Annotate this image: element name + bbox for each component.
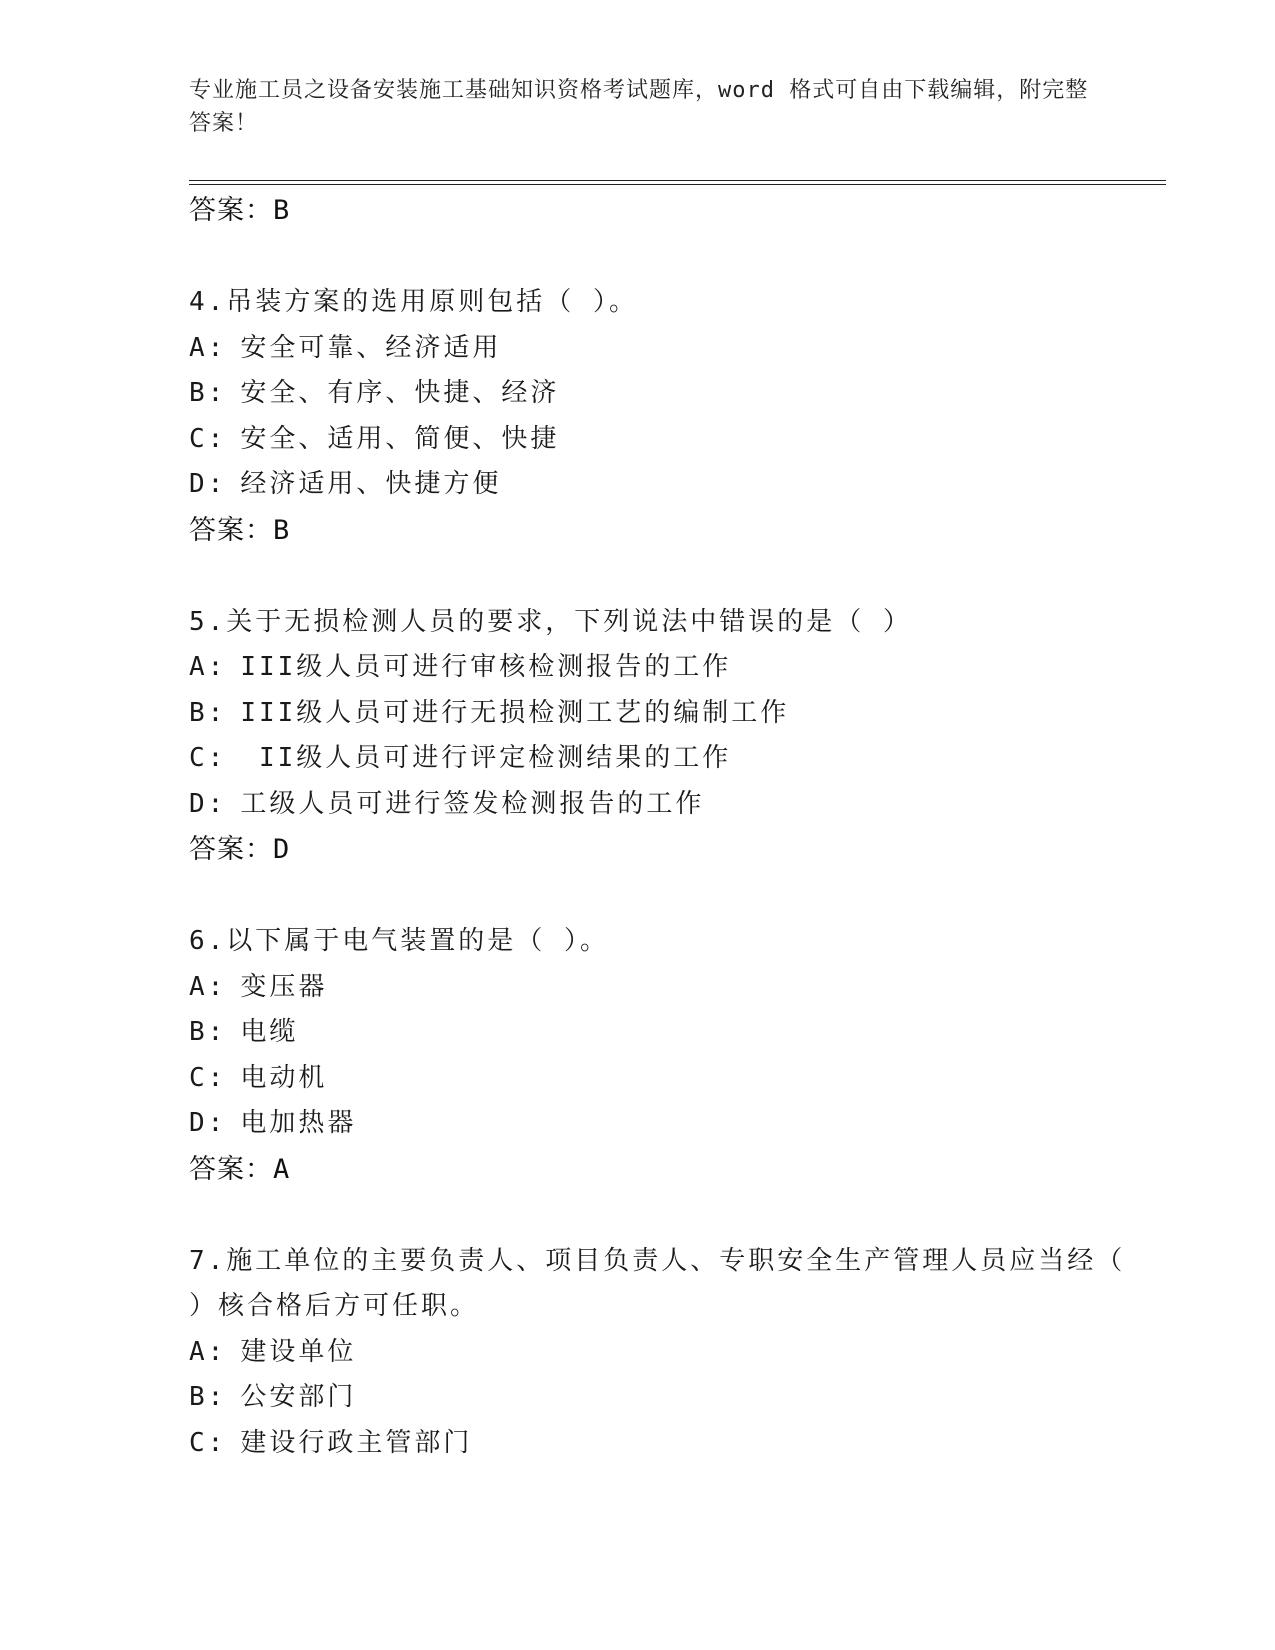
- answer-value: A: [273, 1153, 291, 1185]
- answer-label: 答案：: [189, 514, 273, 546]
- option-d: [189, 1101, 1149, 1147]
- option-a: [189, 326, 1149, 372]
- question-block: [189, 600, 1149, 874]
- spacer: [189, 873, 1149, 919]
- option-letter: A:: [189, 332, 227, 363]
- option-letter: B:: [189, 1382, 227, 1412]
- answer-label: 答案：: [189, 1153, 273, 1185]
- answer-label: 答案：: [189, 195, 273, 226]
- option-letter: A:: [189, 971, 227, 1002]
- option-text: 公安部门: [240, 1382, 357, 1412]
- option-letter: C:: [189, 743, 227, 773]
- question-block: [189, 1239, 1149, 1467]
- option-text: 经济适用、快捷方便: [240, 469, 502, 499]
- option-d: [189, 782, 1149, 828]
- option-text: 电动机: [240, 1062, 328, 1093]
- option-c: [189, 1421, 1149, 1467]
- question-block: [189, 280, 1149, 554]
- option-text: 安全、有序、快捷、经济: [240, 378, 560, 408]
- answer-line: [189, 827, 1149, 873]
- option-b: [189, 371, 1149, 417]
- option-letter: B:: [189, 378, 227, 408]
- option-text: 工级人员可进行签发检测报告的工作: [240, 788, 705, 819]
- option-text: III级人员可进行无损检测工艺的编制工作: [240, 697, 790, 728]
- answer-line: [189, 188, 1149, 234]
- option-letter: C:: [189, 1062, 227, 1093]
- option-c: [189, 417, 1149, 463]
- option-letter: A:: [189, 1336, 227, 1367]
- answer-line: [189, 508, 1149, 554]
- option-text: 电缆: [240, 1017, 299, 1047]
- option-letter: D:: [189, 1108, 227, 1138]
- question-block: [189, 919, 1149, 1193]
- answer-value: B: [273, 514, 291, 546]
- option-text: 安全、适用、简便、快捷: [240, 423, 560, 454]
- option-text: 电加热器: [240, 1108, 357, 1138]
- option-letter: C:: [189, 1427, 227, 1458]
- answer-label: 答案：: [189, 834, 273, 865]
- option-text: 建设行政主管部门: [240, 1427, 473, 1458]
- answer-value: B: [273, 195, 291, 226]
- option-letter: D:: [189, 469, 227, 499]
- header-divider: [189, 180, 1166, 181]
- option-d: [189, 462, 1149, 508]
- option-letter: C:: [189, 423, 227, 454]
- option-c: [189, 736, 1149, 782]
- answer-value: D: [273, 834, 291, 865]
- option-text: 安全可靠、经济适用: [240, 332, 502, 363]
- option-text: 建设单位: [240, 1336, 357, 1367]
- option-letter: B:: [189, 697, 227, 728]
- option-text: 变压器: [240, 971, 328, 1002]
- option-text: II级人员可进行评定检测结果的工作: [240, 743, 732, 773]
- option-letter: D:: [189, 788, 227, 819]
- option-letter: A:: [189, 652, 227, 682]
- answer-line: [189, 1147, 1149, 1193]
- question-text: 5.关于无损检测人员的要求，下列说法中错误的是（ ）: [189, 606, 912, 637]
- option-b: [189, 691, 1149, 737]
- question-text: 4.吊装方案的选用原则包括（ ）。: [189, 287, 638, 317]
- spacer: [189, 554, 1149, 600]
- header-divider-second: [189, 184, 1166, 185]
- option-b: [189, 1375, 1149, 1421]
- option-letter: B:: [189, 1017, 227, 1047]
- question-text: 7.施工单位的主要负责人、项目负责人、专职安全生产管理人员应当经（ ）核合格后方可任职。: [189, 1245, 1126, 1321]
- option-a: [189, 965, 1149, 1011]
- spacer: [189, 234, 1149, 280]
- question-text: 6.以下属于电气装置的是（ ）。: [189, 926, 609, 956]
- option-a: [189, 645, 1149, 691]
- option-b: [189, 1010, 1149, 1056]
- option-text: III级人员可进行审核检测报告的工作: [240, 652, 732, 682]
- option-a: [189, 1330, 1149, 1376]
- question-list: [189, 188, 1149, 1466]
- page-header-text: 专业施工员之设备安装施工基础知识资格考试题库，word 格式可自由下载编辑，附完整答案！: [189, 78, 1089, 136]
- spacer: [189, 1193, 1149, 1239]
- option-c: [189, 1056, 1149, 1102]
